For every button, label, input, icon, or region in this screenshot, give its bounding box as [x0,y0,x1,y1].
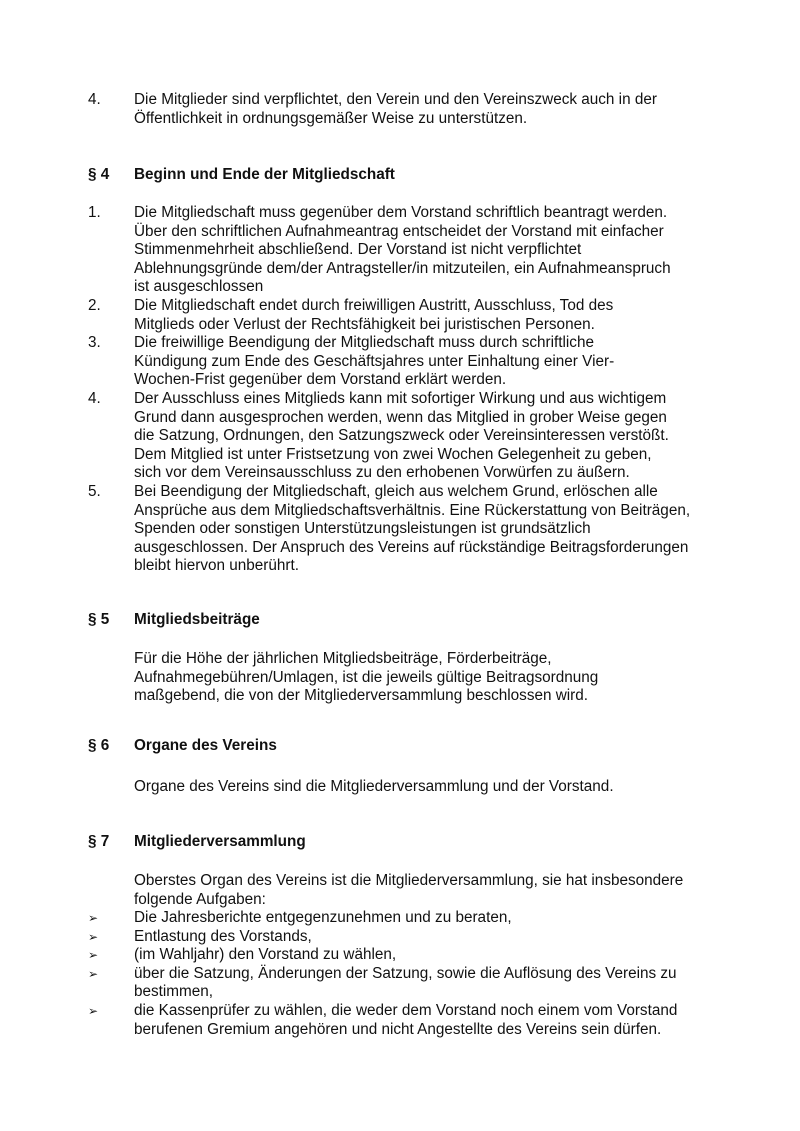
item-number: 4. [88,389,101,407]
text-line: Die Mitgliedschaft endet durch freiwilligen Austritt, Ausschluss, Tod des [134,296,614,314]
section-4-list [0,204,800,576]
item-text [134,928,734,947]
section-number: § 5 [88,611,110,628]
text-line: Die Mitgliedschaft muss gegenüber dem Vorstand schriftlich beantragt werden. [134,204,668,221]
item-number: 5. [88,482,101,500]
text-line: bestimmen, [134,983,214,1001]
item-number: 4. [88,91,101,108]
item-text [134,946,734,965]
section-7-bullets [0,909,800,1039]
text-line: Oberstes Organ des Vereins ist die Mitgliederversammlung, sie hat insbesondere [134,872,684,889]
text-line: Öffentlichkeit in ordnungsgemäßer Weise zu unterstützen. [134,109,528,127]
text-line: Die Jahresberichte entgegenzunehmen und zu beraten, [134,909,512,926]
text-line: (im Wahljahr) den Vorstand zu wählen, [134,946,397,964]
item-text [134,390,734,483]
section-5-paragraph [0,650,800,706]
text-line: Kündigung zum Ende des Geschäftsjahres unter Einhaltung einer Vier- [134,352,615,370]
list-item [0,965,800,1002]
section-heading-6 [0,737,800,756]
bullet-arrow-icon: ➢ [88,911,99,925]
bullet-arrow-icon: ➢ [88,1003,99,1018]
section-6-paragraph [0,778,800,797]
list-item [0,390,800,483]
list-item [0,204,800,297]
intro-list [0,91,800,128]
list-item [0,909,800,928]
text-line: ist ausgeschlossen [134,278,264,296]
item-text [134,1002,734,1039]
text-line: Mitglieds oder Verlust der Rechtsfähigkeit bei juristischen Personen. [134,315,595,333]
list-item [0,91,800,128]
text-line: die Satzung, Ordnungen, den Satzungszweck oder Vereinsinteressen verstößt. [134,427,669,445]
item-text [134,965,734,1002]
text-line: Aufnahmegebühren/Umlagen, ist die jeweils gültige Beitragsordnung [134,668,599,686]
text-line: Grund dann ausgesprochen werden, wenn das Mitglied in grober Weise gegen [134,408,667,426]
item-text [134,91,734,128]
section-title: Mitgliederversammlung [134,833,306,850]
text-line: Spenden oder sonstigen Unterstützungsleistungen ist grundsätzlich [134,520,591,538]
bullet-arrow-icon: ➢ [88,948,99,963]
text-line: Stimmenmehrheit abschließend. Der Vorstand ist nicht verpflichtet [134,241,582,259]
item-text [134,204,734,297]
section-7-paragraph [0,872,800,909]
text-line: Bei Beendigung der Mitgliedschaft, gleich aus welchem Grund, erlöschen alle [134,482,658,500]
text-line: Über den schriftlichen Aufnahmeantrag entscheidet der Vorstand mit einfacher [134,222,664,240]
text-line: bleibt hiervon unberührt. [134,557,299,575]
item-number: 2. [88,296,101,314]
section-heading-4 [0,166,800,185]
text-line: Wochen-Frist gegenüber dem Vorstand erklärt werden. [134,371,507,389]
text-line: über die Satzung, Änderungen der Satzung, sowie die Auflösung des Vereins zu [134,964,677,982]
section-title: Organe des Vereins [134,737,277,754]
list-item [0,928,800,947]
text-line: Entlastung des Vorstands, [134,927,312,945]
bullet-arrow-icon: ➢ [88,929,99,944]
list-item [0,297,800,334]
text-line: folgende Aufgaben: [134,890,266,908]
section-heading-7 [0,833,800,852]
text-line: Ablehnungsgründe dem/der Antragsteller/in mitzuteilen, ein Aufnahmeanspruch [134,259,671,277]
list-item [0,946,800,965]
text-line: sich vor dem Vereinsausschluss zu den erhobenen Vorwürfen zu äußern. [134,464,630,482]
text-line: Ansprüche aus dem Mitgliedschaftsverhältnis. Eine Rückerstattung von Beiträgen, [134,501,691,519]
section-number: § 7 [88,833,110,850]
item-text [134,297,734,334]
item-text [134,334,734,390]
text-line: Organe des Vereins sind die Mitgliederversammlung und der Vorstand. [134,778,614,795]
text-line: berufenen Gremium angehören und nicht Angestellte des Vereins sein dürfen. [134,1020,662,1038]
text-line: Die Mitglieder sind verpflichtet, den Verein und den Vereinszweck auch in der [134,91,657,108]
text-line: Der Ausschluss eines Mitglieds kann mit sofortiger Wirkung und aus wichtigem [134,389,667,407]
item-text [134,909,734,928]
item-text [134,483,734,576]
section-number: § 6 [88,737,110,754]
bullet-arrow-icon: ➢ [88,966,99,981]
item-number: 3. [88,334,101,352]
section-number: § 4 [88,166,110,183]
section-title: Mitgliedsbeiträge [134,611,260,628]
text-line: ausgeschlossen. Der Anspruch des Vereins auf rückständige Beitragsforderungen [134,538,689,556]
list-item [0,334,800,390]
text-line: Für die Höhe der jährlichen Mitgliedsbeiträge, Förderbeiträge, [134,650,552,667]
text-line: maßgebend, die von der Mitgliederversammlung beschlossen wird. [134,687,589,705]
text-line: Die freiwillige Beendigung der Mitgliedschaft muss durch schriftliche [134,334,594,352]
list-item [0,483,800,576]
list-item [0,1002,800,1039]
item-number: 1. [88,204,101,221]
text-line: Dem Mitglied ist unter Fristsetzung von zwei Wochen Gelegenheit zu geben, [134,445,652,463]
text-line: die Kassenprüfer zu wählen, die weder dem Vorstand noch einem vom Vorstand [134,1001,678,1019]
section-title: Beginn und Ende der Mitgliedschaft [134,166,395,183]
section-heading-5 [0,611,800,630]
